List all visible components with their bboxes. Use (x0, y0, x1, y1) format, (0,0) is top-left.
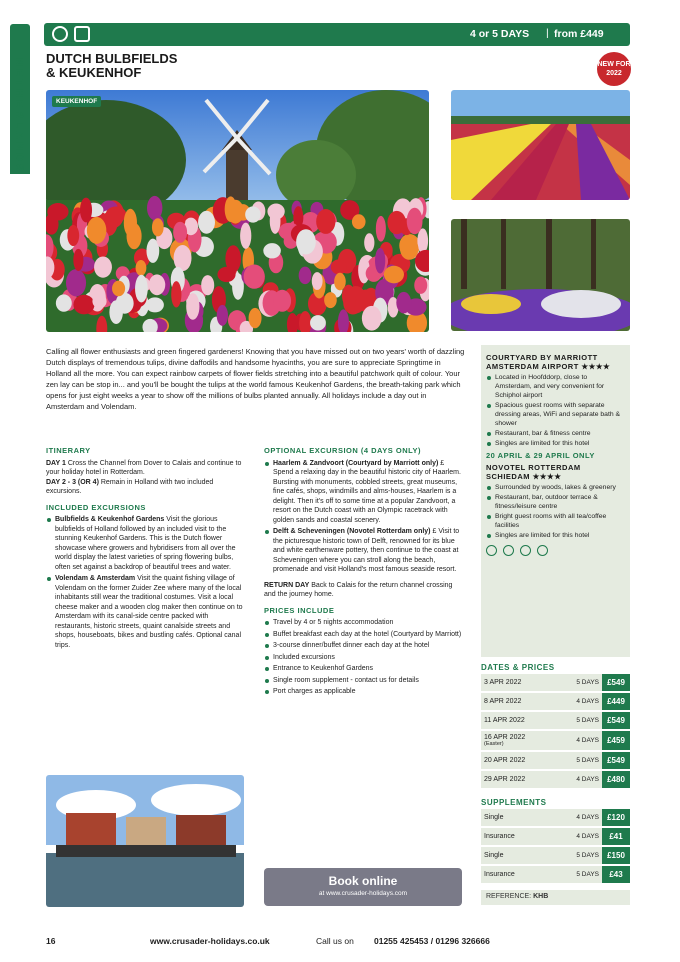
table-row: 11 APR 2022 5 DAYS £549 (481, 712, 630, 729)
included-heading: INCLUDED EXCURSIONS (46, 502, 146, 512)
left-column: ITINERARY DAY 1 Cross the Channel from Dover to Calais and continue to your holiday hotel in Rotterdam. DAY 2 - 3 (OR 4) Remain in Holland with two included excursions. INCLUDED EXCURSIONS Bulbfields & Keukenhof Gardens Visit the glorious bulbfields of Holland followed by an included visit to the stunning Keukenhof Gardens. This is the Dutch flower showcase where growers and hybridisers from all over the world display the latest varieties of spring flowering bulbs, often set against a backdrop of beautiful trees and water. Volendam & Amsterdam Visit the quaint fishing village of Volendam on the former Zuider Zee where many of the local inhabitants still wear the traditional costumes. Visit a local cheese maker and a wooden clog maker then continue on to Amsterdam with its canal-side centre packed with restaurants, historic streets, quaint canalside streets and shops, houseboats, bikes and bustling cafés. Optional canal trips. (46, 440, 246, 652)
list-item: Port charges as applicable (264, 687, 464, 697)
table-row: 8 APR 2022 4 DAYS £449 (481, 693, 630, 710)
list-item: Buffet breakfast each day at the hotel (Courtyard by Marriott) (264, 630, 464, 640)
coach-icon (486, 545, 497, 556)
coach-icon (52, 26, 68, 42)
footer: 16 www.crusader-holidays.co.uk Call us on 01255 425453 / 01296 326666 (46, 936, 490, 946)
table-row: Insurance 5 DAYS £43 (481, 866, 630, 883)
dates-prices: DATES & PRICES 3 APR 2022 5 DAYS £549 8 APR 2022 4 DAYS £449 11 APR 2022 5 DAYS £549 16 APR 2022 (Easter) 4 DAYS £459 20 APR 2022 5 DAYS £549 29 APR 2022 4 DAYS £480 (481, 663, 630, 790)
duration: 4 or 5 DAYS (470, 28, 530, 40)
phone-numbers: 01255 425453 / 01296 326666 (374, 936, 490, 946)
itinerary-heading: ITINERARY (46, 446, 91, 455)
garden-photo (451, 219, 630, 331)
volendam-photo (46, 775, 244, 907)
reference: REFERENCE: KHB (481, 890, 630, 905)
list-item: Single room supplement - contact us for details (264, 676, 464, 686)
list-item: Haarlem & Zandvoort (Courtyard by Marriott only) £ Spend a relaxing day in the beautiful historic city of Haarlem. Bursting with monuments, cobbled streets, great museums, fine cafés, shops, windmills and alms-houses, Haarlem is a delight. Then it's off to some time at a popular Zandvoort, a resort on the Dutch coast with an Olympic racetrack with golden sands and coastal scenery. (264, 459, 464, 526)
list-item: Travel by 4 or 5 nights accommodation (264, 618, 464, 628)
list-item: Singles are limited for this hotel (486, 531, 625, 540)
list-item: Located in Hoofddorp, close to Amsterdam, and very convenient for Schiphol airport (486, 373, 625, 400)
table-row: 16 APR 2022 (Easter) 4 DAYS £459 (481, 731, 630, 750)
list-item: Included excursions (264, 653, 464, 663)
tour-icon (537, 545, 548, 556)
list-item: Delft & Scheveningen (Novotel Rotterdam only) £ Visit to the picturesque historic town of Delft, renowned for its blue and white earthenware pottery, then continue to the coast at Scheveningen where you can stroll along the beach, promenade and visit Holland's most famous seaside resort. (264, 527, 464, 575)
list-item: Volendam & Amsterdam Visit the quaint fishing village of Volendam on the former Zuider Zee where many of the local inhabitants still wear the traditional costumes. Visit a local cheese maker and a wooden clog maker then continue on to Amsterdam with its canal-side centre packed with restaurants, historic streets, quaint canalside streets and shops, houseboats, bikes and bustling cafés. Optional canal trips. (46, 574, 246, 650)
dates-note: 20 APRIL & 29 APRIL ONLY (486, 451, 595, 460)
new-badge: NEW FOR 2022 (597, 52, 631, 86)
bulbfields-photo (451, 90, 630, 200)
table-row: Single 4 DAYS £120 (481, 809, 630, 826)
page-title: DUTCH BULBFIELDS & KEUKENHOF (46, 51, 178, 80)
list-item: Bright guest rooms with all tea/coffee facilities (486, 512, 625, 530)
country-label: NETHERLANDS (13, 58, 25, 175)
table-row: 20 APR 2022 5 DAYS £549 (481, 752, 630, 769)
middle-column: OPTIONAL EXCURSION (4 DAYS ONLY) Haarlem & Zandvoort (Courtyard by Marriott only) £ Spend a relaxing day in the beautiful historic city of Haarlem. Bursting with monuments, cobbled streets, great museums, fine cafés, shops, windmills and alms-houses, Haarlem is a delight. Then it's off to some time at a popular Zandvoort, a resort on the Dutch coast with an Olympic racetrack with golden sands and coastal scenery. Delft & Scheveningen (Novotel Rotterdam only) £ Visit to the picturesque historic town of Delft, renowned for its blue and white earthenware pottery, then continue to the coast at Scheveningen where you can stroll along the beach, promenade and visit Holland's most famous seaside resort. RETURN DAY Back to Calais for the return channel crossing and the journey home. PRICES INCLUDE Travel by 4 or 5 nights accommodation Buffet breakfast each day at the hotel (Courtyard by Marriott) 3-course dinner/buffet dinner each day at the hotel Included excursions Entrance to Keukenhof Gardens Single room supplement - contact us for details Port charges as applicable (264, 440, 464, 699)
optional-heading: OPTIONAL EXCURSION (4 DAYS ONLY) (264, 446, 421, 455)
list-item: Singles are limited for this hotel (486, 439, 625, 448)
list-item: Surrounded by woods, lakes & greenery (486, 483, 625, 492)
hotel-icon (503, 545, 514, 556)
from-price: from £449 (554, 28, 604, 40)
website-link[interactable]: www.crusader-holidays.co.uk (150, 936, 270, 946)
list-item: 3-course dinner/buffet dinner each day at the hotel (264, 641, 464, 651)
table-row: 3 APR 2022 5 DAYS £549 (481, 674, 630, 691)
header-bar: 4 or 5 DAYS | from £449 (44, 23, 630, 46)
meal-icon (520, 545, 531, 556)
supplements: SUPPLEMENTS Single 4 DAYS £120 Insurance 4 DAYS £41 Single 5 DAYS £150 Insurance 5 DAYS £43 (481, 798, 630, 885)
hotel-panel (481, 345, 630, 657)
list-item: Restaurant, bar, outdoor terrace & fitness/leisure centre (486, 493, 625, 511)
list-item: Restaurant, bar & fitness centre (486, 429, 625, 438)
hotel-icon (74, 26, 90, 42)
intro-text: Calling all flower enthusiasts and green fingered gardeners! Knowing that you have missed out on two years' worth of dazzling Dutch displays of tremendous tulips, divine daffodils and handsome hyacinths, you are sure to appreciate Springtime in Holland all the more. You can expect rainbow carpets of flower fields stretching into a beautiful patchwork quilt of colour. Your zen lay can be stop in... and you'll be bought the tulips at the world famous Keukenhof Gardens, the breath-taking park which opens for just eight weeks a year to show off the millions of bulbs planted annually. All holidays include a day out in Amsterdam and Volendam. (46, 347, 465, 411)
list-item: Spacious guest rooms with separate dressing areas, WiFi and separate bath & shower (486, 401, 625, 428)
hotel1-title: COURTYARD BY MARRIOTT AMSTERDAM AIRPORT ★★★★ (486, 353, 611, 371)
prices-include-heading: PRICES INCLUDE (264, 605, 335, 615)
list-item: Bulbfields & Keukenhof Gardens Visit the glorious bulbfields of Holland followed by an included visit to the stunning Keukenhof Gardens. This is the Dutch flower showcase where growers and hybridisers from all over the world display the latest varieties of spring flowering bulbs, often set against a backdrop of beautiful trees and water. (46, 515, 246, 572)
photo-tag: KEUKENHOF (52, 96, 101, 107)
table-row: 29 APR 2022 4 DAYS £480 (481, 771, 630, 788)
hotel2-title: NOVOTEL ROTTERDAM SCHIEDAM ★★★★ (486, 463, 581, 481)
book-online-button[interactable]: Book online at www.crusader-holidays.com (264, 868, 462, 906)
table-row: Single 5 DAYS £150 (481, 847, 630, 864)
table-row: Insurance 4 DAYS £41 (481, 828, 630, 845)
keukenhof-photo (46, 90, 429, 332)
list-item: Entrance to Keukenhof Gardens (264, 664, 464, 674)
